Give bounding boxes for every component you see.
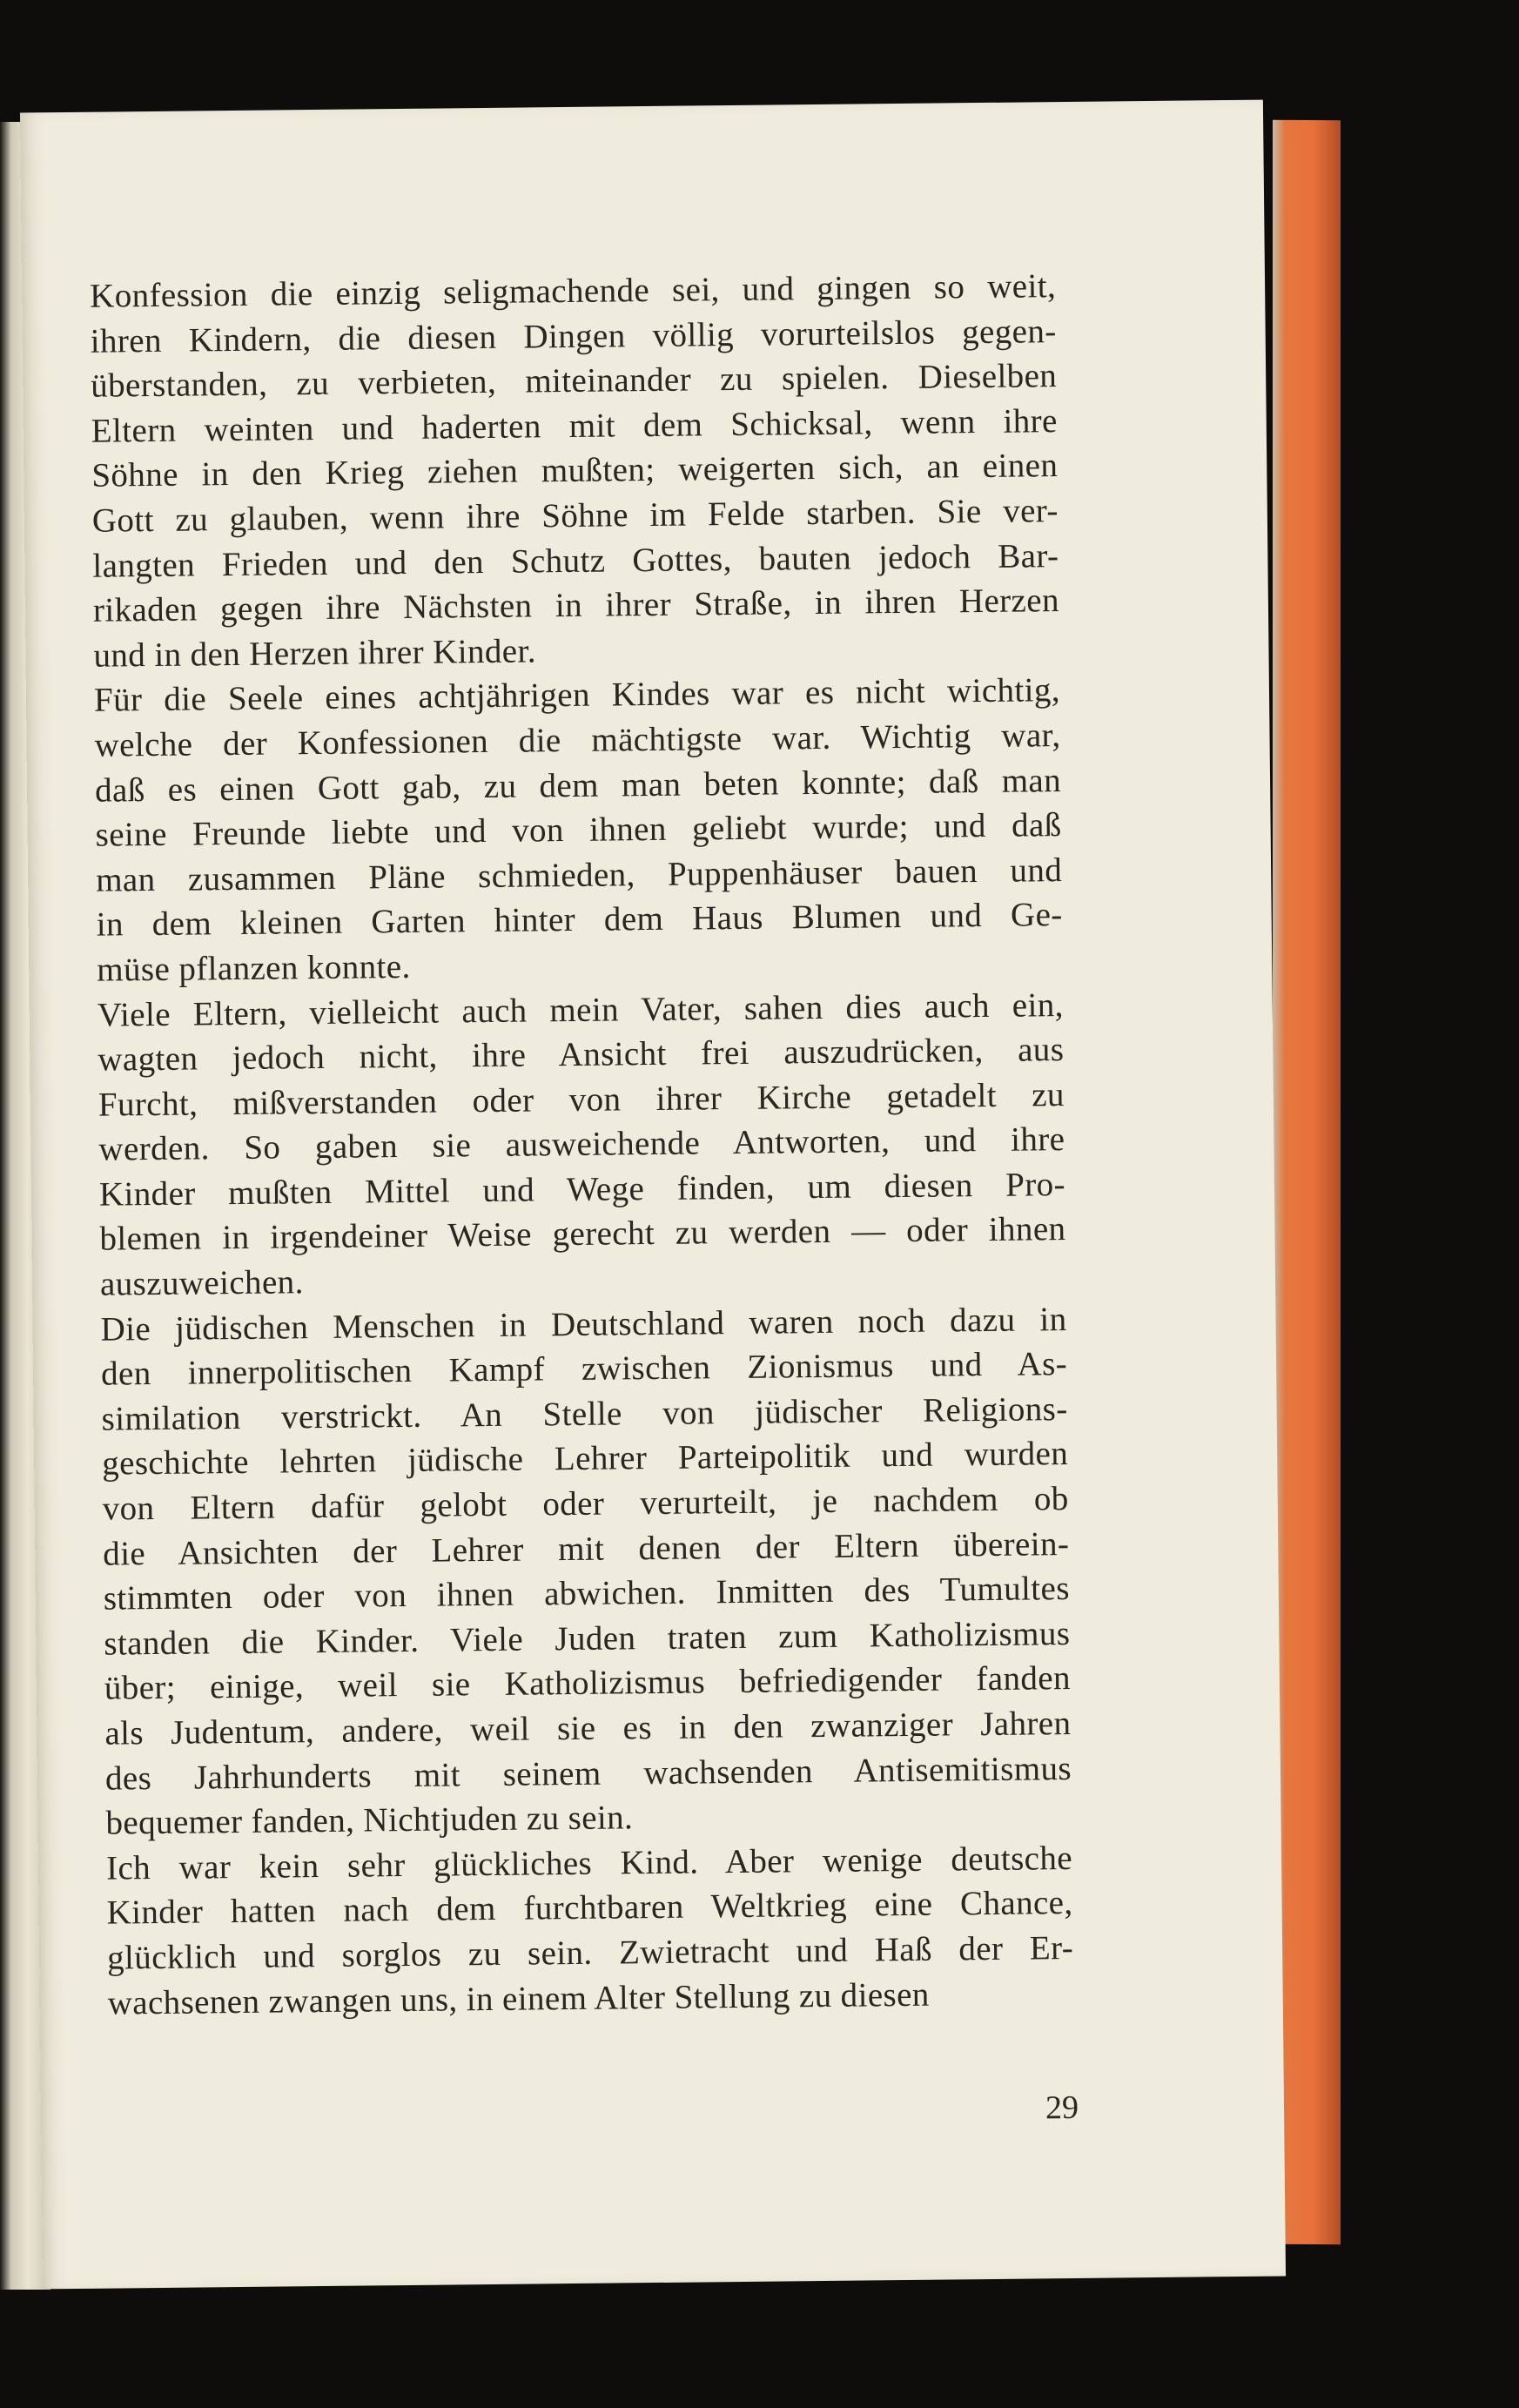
text-line: Für die Seele eines achtjährigen Kindes war es nicht wichtig, bbox=[93, 671, 1061, 720]
text-line: in dem kleinen Garten hinter dem Haus Blumen und Ge- bbox=[96, 896, 1063, 944]
text-line: und in den Herzen ihrer Kinder. bbox=[93, 632, 537, 675]
text-line: wagten jedoch nicht, ihre Ansicht frei auszudrücken, aus bbox=[97, 1031, 1065, 1079]
text-line: Ich war kein sehr glückliches Kind. Aber wenige deutsche bbox=[105, 1839, 1073, 1887]
text-line: überstanden, zu verbieten, miteinander zu spielen. Dieselben bbox=[91, 357, 1058, 405]
text-line: wachsenen zwangen uns, in einem Alter Stellung zu diesen bbox=[107, 1975, 930, 2022]
text-line: des Jahrhunderts mit seinem wachsenden Antisemitismus bbox=[104, 1749, 1072, 1798]
text-line: glücklich und sorglos zu sein. Zwietracht und Haß der Er- bbox=[106, 1928, 1074, 1977]
text-line: von Eltern dafür gelobt oder verurteilt, je nachdem ob bbox=[102, 1480, 1069, 1528]
book-cover-edge bbox=[1273, 120, 1341, 2244]
text-line: seine Freunde liebte und von ihnen geliebt wurde; und daß bbox=[95, 806, 1062, 854]
text-line: welche der Konfessionen die mächtigste war. Wichtig war, bbox=[94, 716, 1061, 764]
text-line: rikaden gegen ihre Nächsten in ihrer Straße, in ihren Herzen bbox=[92, 582, 1060, 629]
text-line: Gott zu glauben, wenn ihre Söhne im Felde starben. Sie ver- bbox=[91, 492, 1059, 540]
text-line: Konfession die einzig seligmachende sei, und gingen so weit, bbox=[89, 267, 1057, 315]
text-line: die Ansichten der Lehrer mit denen der Eltern überein- bbox=[103, 1524, 1070, 1573]
text-line: Furcht, mißverstanden oder von ihrer Kirche getadelt zu bbox=[97, 1075, 1065, 1124]
text-line: daß es einen Gott gab, zu dem man beten konnte; daß man bbox=[94, 761, 1062, 810]
book-page bbox=[20, 100, 1286, 2290]
text-line: werden. So gaben sie ausweichende Antworten, und ihre bbox=[98, 1120, 1065, 1168]
text-line: über; einige, weil sie Katholizismus befriedigender fanden bbox=[104, 1659, 1072, 1708]
text-line: ihren Kindern, die diesen Dingen völlig vorurteilslos gegen- bbox=[90, 312, 1057, 360]
text-line: blemen in irgendeiner Weise gerecht zu werden — oder ihnen bbox=[99, 1210, 1066, 1259]
text-line: Die jüdischen Menschen in Deutschland waren noch dazu in bbox=[100, 1300, 1067, 1349]
text-line: Söhne in den Krieg ziehen mußten; weigerten sich, an einen bbox=[91, 447, 1059, 495]
text-line: standen die Kinder. Viele Juden traten zum Katholizismus bbox=[104, 1614, 1071, 1663]
page-text bbox=[90, 264, 1074, 2026]
text-line: stimmten oder von ihnen abwichen. Inmitten des Tumultes bbox=[103, 1570, 1070, 1618]
text-line: müse pflanzen konnte. bbox=[97, 947, 411, 989]
text-line: auszuweichen. bbox=[99, 1263, 304, 1303]
text-line: als Judentum, andere, weil sie es in den zwanziger Jahren bbox=[104, 1705, 1072, 1752]
text-line: Eltern weinten und haderten mit dem Schicksal, wenn ihre bbox=[91, 401, 1058, 450]
text-line: man zusammen Pläne schmieden, Puppenhäuser bauen und bbox=[95, 851, 1063, 899]
text-line: similation verstrickt. An Stelle von jüdischer Religions- bbox=[101, 1389, 1068, 1438]
text-line: bequemer fanden, Nichtjuden zu sein. bbox=[105, 1799, 634, 1842]
text-line: Kinder hatten nach dem furchtbaren Weltkrieg eine Chance, bbox=[106, 1884, 1073, 1932]
text-line: den innerpolitischen Kampf zwischen Zionismus und As- bbox=[100, 1345, 1068, 1393]
text-line: geschichte lehrten jüdische Lehrer Parteipolitik und wurden bbox=[101, 1435, 1069, 1483]
text-line: Kinder mußten Mittel und Wege finden, um diesen Pro- bbox=[98, 1165, 1066, 1214]
text-line: langten Frieden und den Schutz Gottes, bauten jedoch Bar- bbox=[92, 536, 1059, 585]
page-number: 29 bbox=[1045, 2089, 1079, 2127]
text-line: Viele Eltern, vielleicht auch mein Vater, sahen dies auch ein, bbox=[97, 985, 1064, 1034]
